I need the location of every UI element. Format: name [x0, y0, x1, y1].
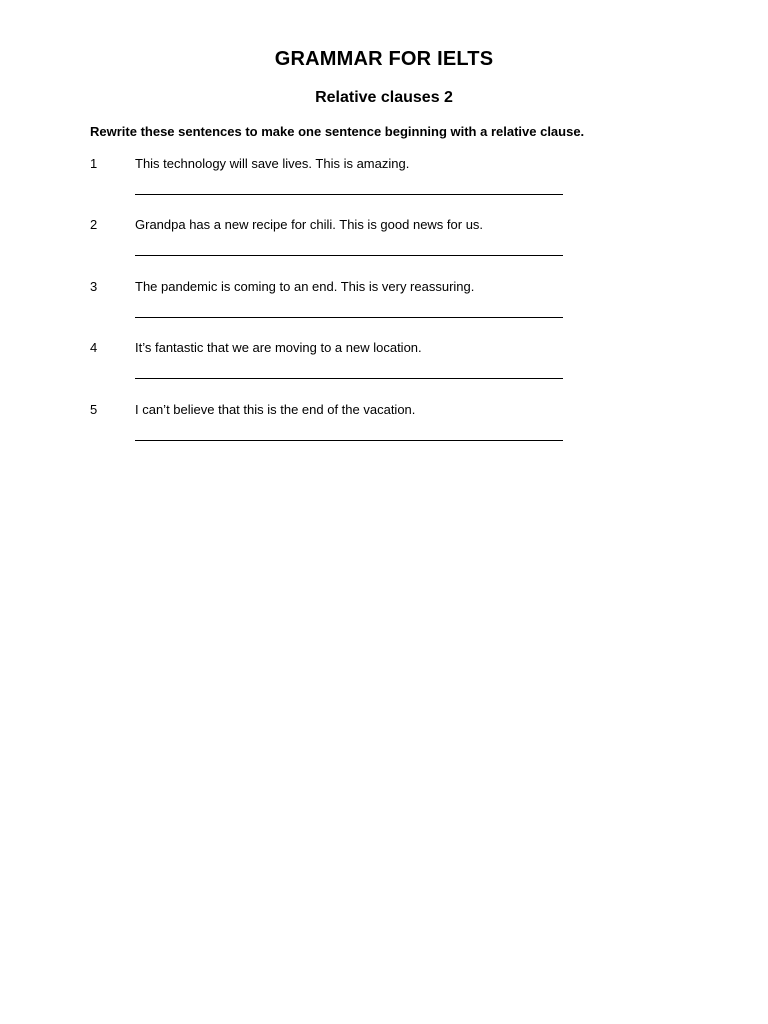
exercise-item: [90, 217, 570, 267]
item-number: 2: [90, 217, 98, 232]
answer-line[interactable]: [135, 317, 563, 318]
answer-line[interactable]: [135, 440, 563, 441]
exercise-item: [90, 279, 570, 329]
exercise-item: [90, 156, 570, 206]
answer-line[interactable]: [135, 255, 563, 256]
item-number: 1: [90, 156, 98, 171]
page-subtitle: Relative clauses 2: [315, 89, 453, 106]
answer-line[interactable]: [135, 378, 563, 379]
item-number: 4: [90, 340, 98, 355]
item-sentence: It’s fantastic that we are moving to a new location.: [135, 340, 422, 355]
item-sentence: The pandemic is coming to an end. This is very reassuring.: [135, 279, 475, 294]
item-number: 5: [90, 402, 98, 417]
page-title: GRAMMAR FOR IELTS: [274, 48, 494, 70]
item-sentence: Grandpa has a new recipe for chili. This is good news for us.: [135, 217, 484, 232]
answer-line[interactable]: [135, 194, 563, 195]
exercise-item: [90, 340, 570, 390]
exercise-item: [90, 402, 570, 452]
item-sentence: This technology will save lives. This is amazing.: [135, 156, 410, 171]
instruction-text: Rewrite these sentences to make one sentence beginning with a relative clause.: [90, 124, 585, 139]
item-sentence: I can’t believe that this is the end of the vacation.: [135, 402, 416, 417]
item-number: 3: [90, 279, 98, 294]
